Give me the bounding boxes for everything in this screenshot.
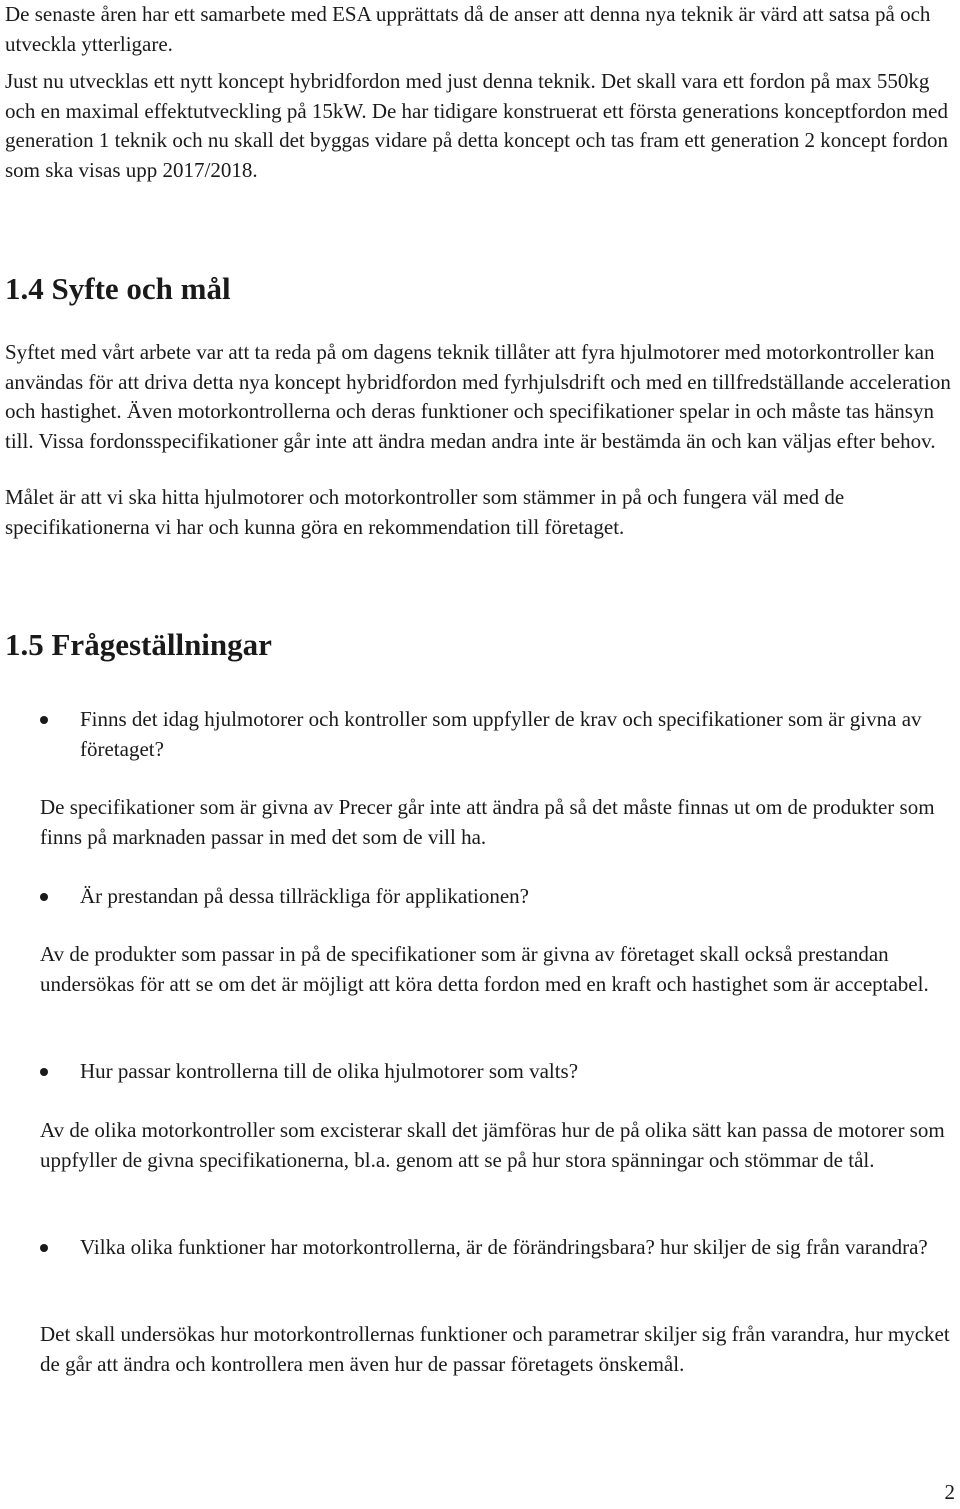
answer-paragraph: Av de produkter som passar in på de specifikationer som är givna av företaget skall också prestandan undersökas för att se om det är möjligt att köra detta fordon med en kraft och hastighet som är acceptabel.: [40, 942, 929, 996]
list-item: [40, 1057, 940, 1087]
section-heading-syfte: 1.4 Syfte och mål: [5, 271, 231, 306]
question-text: Finns det idag hjulmotorer och kontroller som uppfyller de krav och specifikationer som är givna av företaget?: [80, 707, 922, 761]
bullet-icon: [40, 1244, 48, 1252]
list-item: [40, 705, 940, 764]
list-item: [40, 882, 940, 912]
intro-paragraph-2: Just nu utvecklas ett nytt koncept hybridfordon med just denna teknik. Det skall vara ett fordon på max 550kg och en maximal effektutveckling på 15kW. De har tidigare konstruerat ett första generations konceptfordon med generation 1 teknik och nu skall det byggas vidare på detta koncept och tas fram ett generation 2 koncept fordon som ska visas upp 2017/2018.: [5, 69, 948, 182]
list-item: [40, 1233, 940, 1263]
question-text: Hur passar kontrollerna till de olika hjulmotorer som valts?: [80, 1059, 579, 1083]
answer-paragraph: Av de olika motorkontroller som excisterar skall det jämföras hur de på olika sätt kan passa de motorer som uppfyller de givna specifikationerna, bl.a. genom att se på hur stora spänningar och stömmar de tål.: [40, 1118, 945, 1172]
mal-paragraph: Målet är att vi ska hitta hjulmotorer och motorkontroller som stämmer in på och fungera väl med de specifikationerna vi har och kunna göra en rekommendation till företaget.: [5, 485, 845, 539]
answer-paragraph: Det skall undersökas hur motorkontrollernas funktioner och parametrar skiljer sig från varandra, hur mycket de går att ändra och kontrollera men även hur de passar företagets önskemål.: [40, 1322, 950, 1376]
syfte-paragraph: Syftet med vårt arbete var att ta reda på om dagens teknik tillåter att fyra hjulmotorer med motorkontroller kan användas för att driva detta nya koncept hybridfordon med fyrhjulsdrift och med en tillfredställande acceleration och hastighet. Även motorkontrollerna och deras funktioner och specifikationer spelar in och måste tas hänsyn till. Vissa fordonsspecifikationer går inte att ändra medan andra inte är bestämda än och kan väljas efter behov.: [5, 340, 951, 453]
answer-paragraph: De specifikationer som är givna av Precer går inte att ändra på så det måste finnas ut om de produkter som finns på marknaden passar in med det som de vill ha.: [40, 795, 935, 849]
question-text: Är prestandan på dessa tillräckliga för applikationen?: [80, 884, 529, 908]
intro-paragraph-1: De senaste åren har ett samarbete med ESA upprättats då de anser att denna nya teknik är värd att satsa på och utveckla ytterligare.: [5, 2, 931, 56]
page-number: 2: [944, 1480, 955, 1504]
bullet-icon: [40, 893, 48, 901]
question-text: Vilka olika funktioner har motorkontrollerna, är de förändringsbara? hur skiljer de sig från varandra?: [80, 1235, 928, 1259]
bullet-icon: [40, 1068, 48, 1076]
bullet-icon: [40, 716, 48, 724]
section-heading-fragestallningar: 1.5 Frågeställningar: [5, 627, 272, 662]
